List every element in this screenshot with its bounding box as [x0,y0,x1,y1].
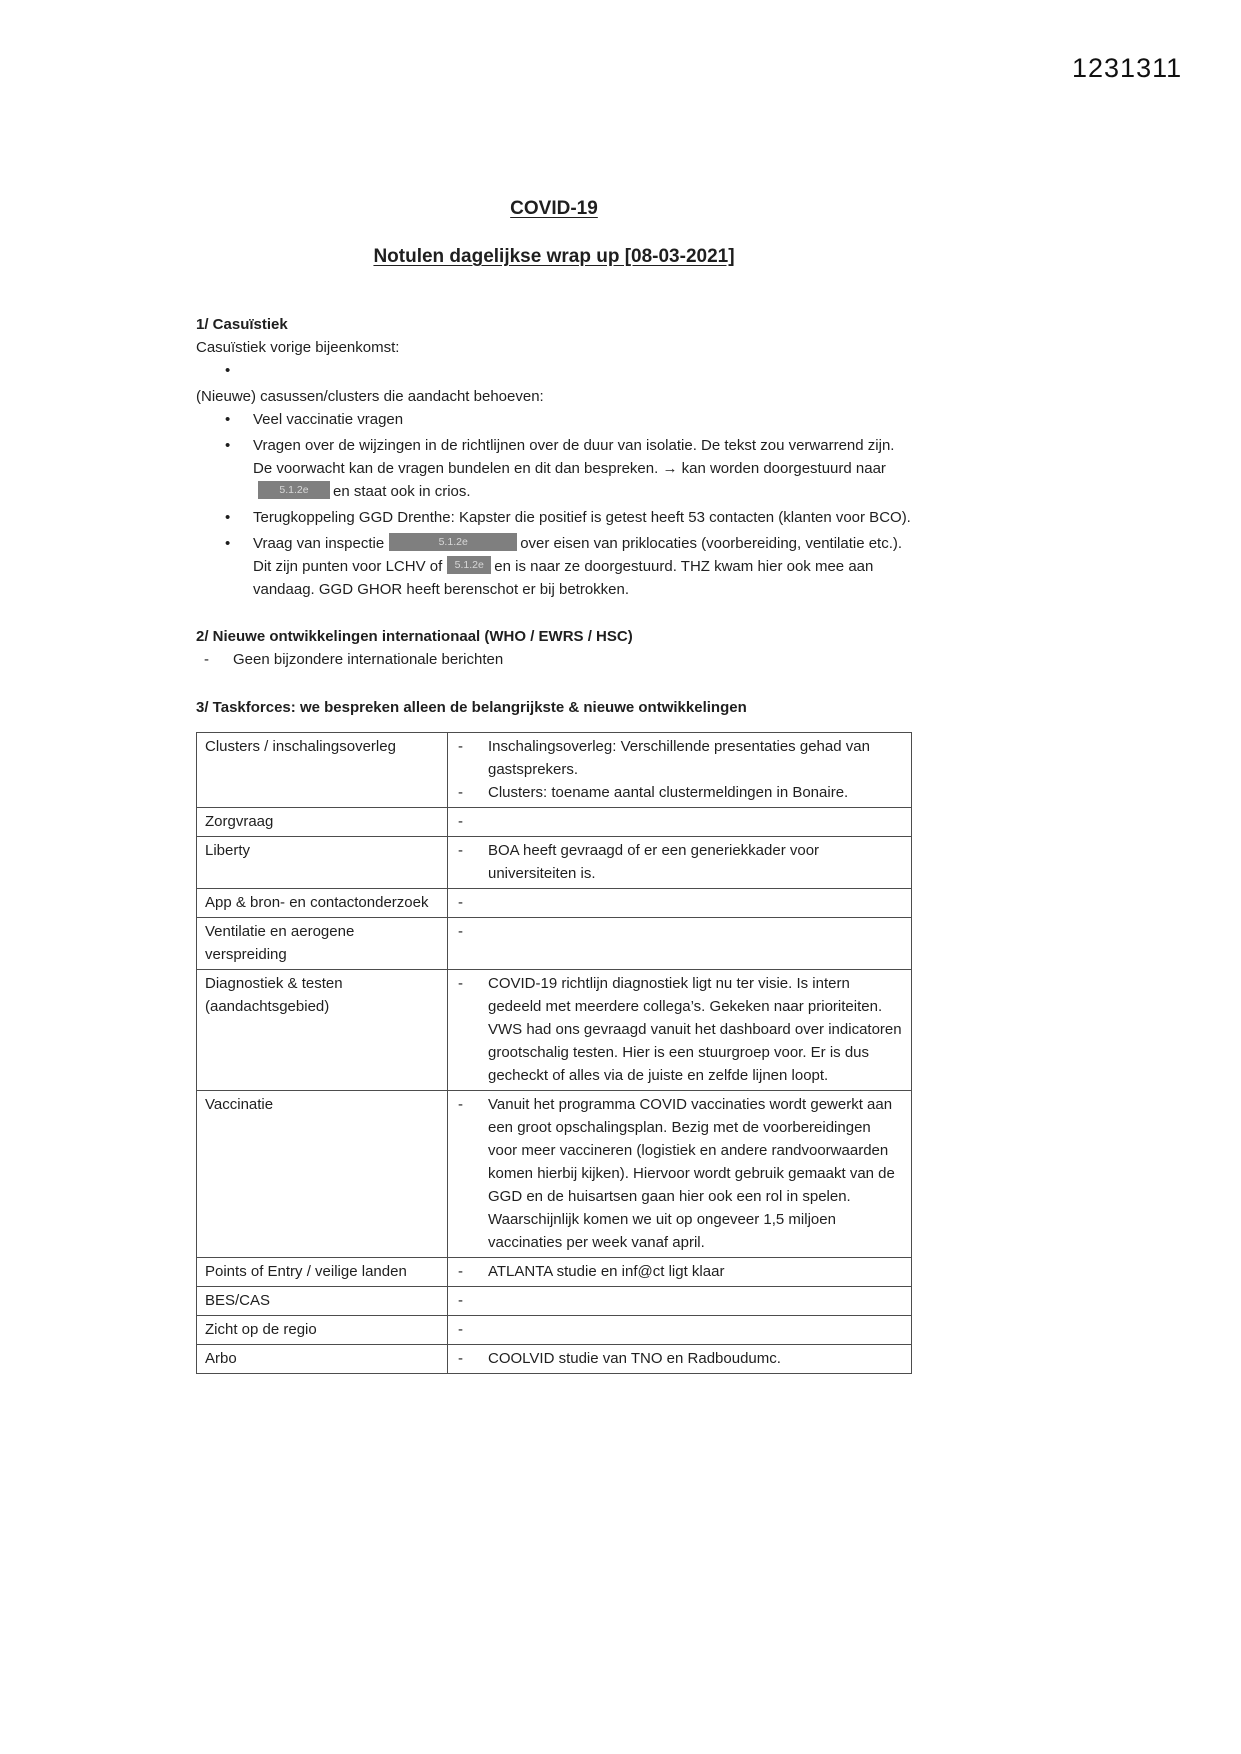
dash-text [488,1318,903,1341]
dash-item [456,891,903,914]
table-row [197,733,912,808]
table-row-label: Vaccinatie [197,1091,448,1258]
dash-item [456,920,903,943]
dash-text [488,920,903,943]
table-row-label: Arbo [197,1345,448,1374]
dash-marker: - [458,784,463,801]
table-row-content [448,1316,912,1345]
redaction-box: 5.1.2e [447,556,491,574]
section3-heading: 3/ Taskforces: we bespreken alleen de belangrijkste & nieuwe ontwikkelingen [196,699,747,716]
table-row-content [448,1091,912,1258]
dash-item [196,648,912,671]
table-row-label: Diagnostiek & testen (aandachtsgebied) [197,970,448,1091]
dash-text: BOA heeft gevraagd of er een generiekkader voor universiteiten is. [488,842,820,882]
bullet-text-segment: en staat ook in crios. [333,483,471,500]
bullet-icon: • [225,509,231,526]
bullet-text-segment: over eisen van priklocaties (voorbereiding, ventilatie etc.). Dit zijn punten voor LCHV of [253,535,903,575]
dash-marker: - [458,842,463,859]
table-row-label: Clusters / inschalingsoverleg [197,733,448,808]
dash-marker: - [204,651,209,668]
dash-text: Clusters: toename aantal clustermeldingen in Bonaire. [488,784,849,801]
redaction-box: 5.1.2e [389,533,517,551]
dash-item [456,1347,903,1370]
dash-marker: - [458,923,463,940]
table-row-label: BES/CAS [197,1287,448,1316]
doc-subtitle: Notulen dagelijkse wrap up [08-03-2021] [373,246,735,267]
dash-item [456,839,903,885]
table-row [197,1287,912,1316]
dash-item [456,1093,903,1254]
bullet-item-empty [196,359,912,382]
table-row-label: App & bron- en contactonderzoek [197,889,448,918]
dash-text: ATLANTA studie en inf@ct ligt klaar [488,1263,725,1280]
dash-item [456,781,903,804]
table-row-label: Points of Entry / veilige landen [197,1258,448,1287]
dash-item [456,972,903,1087]
dash-text: Inschalingsoverleg: Verschillende presentaties gehad van gastsprekers. [488,738,870,778]
bullet-text [253,434,912,503]
table-row-content [448,918,912,970]
dash-item [456,1289,903,1312]
document-number: 1231311 [1072,53,1183,83]
table-row [197,1091,912,1258]
table-row-content [448,837,912,889]
dash-item [456,1260,903,1283]
dash-text: Geen bijzondere internationale berichten [233,651,504,668]
section1-intro: Casuïstiek vorige bijeenkomst: [196,339,400,356]
dash-marker: - [458,894,463,911]
table-row-content [448,1345,912,1374]
bullet-icon: • [225,437,231,454]
dash-text [488,810,903,833]
table-row-content [448,889,912,918]
taskforces-table [196,732,912,1374]
bullet-item [196,408,912,431]
table-row [197,889,912,918]
section2-heading: 2/ Nieuwe ontwikkelingen internationaal (WHO / EWRS / HSC) [196,628,633,645]
table-row-content [448,733,912,808]
dash-marker: - [458,975,463,992]
dash-text: COOLVID studie van TNO en Radboudumc. [488,1350,781,1367]
bullet-text-segment: en is naar ze doorgestuurd. THZ kwam hier ook mee aan vandaag. GGD GHOR heeft berenschot er bij betrokken. [253,558,874,598]
dash-marker: - [458,1096,463,1113]
dash-item [456,810,903,833]
bullet-text [253,359,912,382]
bullet-icon: • [225,411,231,428]
dash-text [488,1289,903,1312]
document-content [196,196,912,1374]
table-row-label: Liberty [197,837,448,889]
table-row [197,837,912,889]
table-row [197,1345,912,1374]
dash-text [488,891,903,914]
dash-marker: - [458,738,463,755]
section1-intro2: (Nieuwe) casussen/clusters die aandacht behoeven: [196,388,544,405]
bullet-item [196,532,912,601]
dash-marker: - [458,1292,463,1309]
redaction-box: 5.1.2e [258,481,330,499]
table-row-content [448,808,912,837]
table-row [197,1316,912,1345]
dash-text: Vanuit het programma COVID vaccinaties wordt gewerkt aan een groot opschalingsplan. Bezig met de voorbereidingen voor meer vaccineren (logistiek en andere randvoorwaarden komen hierbij kijken). Hiervoor wordt gebruik gemaakt van de GGD en de huisartsen gaan hier ook een rol in spelen. Waarschijnlijk komen we uit op ongeveer 1,5 miljoen vaccinaties per week vanaf april. [488,1096,895,1251]
bullet-icon: • [225,362,231,379]
dash-marker: - [458,1263,463,1280]
dash-text: COVID-19 richtlijn diagnostiek ligt nu ter visie. Is intern gedeeld met meerdere collega’s. Gekeken naar prioriteiten. VWS had ons gevraagd vanuit het dashboard over indicatoren grootschalig testen. Hier is een stuurgroep voor. Er is dus gecheckt of alles via de juiste en zelfde lijnen loopt. [488,975,902,1084]
table-row [197,1258,912,1287]
table-row-content [448,970,912,1091]
dash-item [456,735,903,781]
dash-item [456,1318,903,1341]
bullet-item [196,434,912,503]
table-row [197,918,912,970]
bullet-text-segment: Vragen over de wijzingen in de richtlijnen over de duur van isolatie. De tekst zou verwarrend zijn. De voorwacht kan de vragen bundelen en dit dan bespreken. → kan worden doorgestuurd naar [253,437,895,477]
section1-heading: 1/ Casuïstiek [196,316,288,333]
bullet-item [196,506,912,529]
table-row [197,970,912,1091]
bullet-text-segment: Vraag van inspectie [253,535,385,552]
bullet-text: Terugkoppeling GGD Drenthe: Kapster die positief is getest heeft 53 contacten (klanten voor BCO). [253,509,911,526]
table-row-label: Zicht op de regio [197,1316,448,1345]
dash-marker: - [458,1350,463,1367]
table-row-content [448,1258,912,1287]
dash-marker: - [458,813,463,830]
table-row [197,808,912,837]
table-row-label: Ventilatie en aerogene verspreiding [197,918,448,970]
table-row-label: Zorgvraag [197,808,448,837]
doc-title: COVID-19 [510,198,598,219]
bullet-text: Veel vaccinatie vragen [253,411,404,428]
bullet-text [253,532,912,601]
dash-marker: - [458,1321,463,1338]
table-row-content [448,1287,912,1316]
bullet-icon: • [225,535,231,552]
